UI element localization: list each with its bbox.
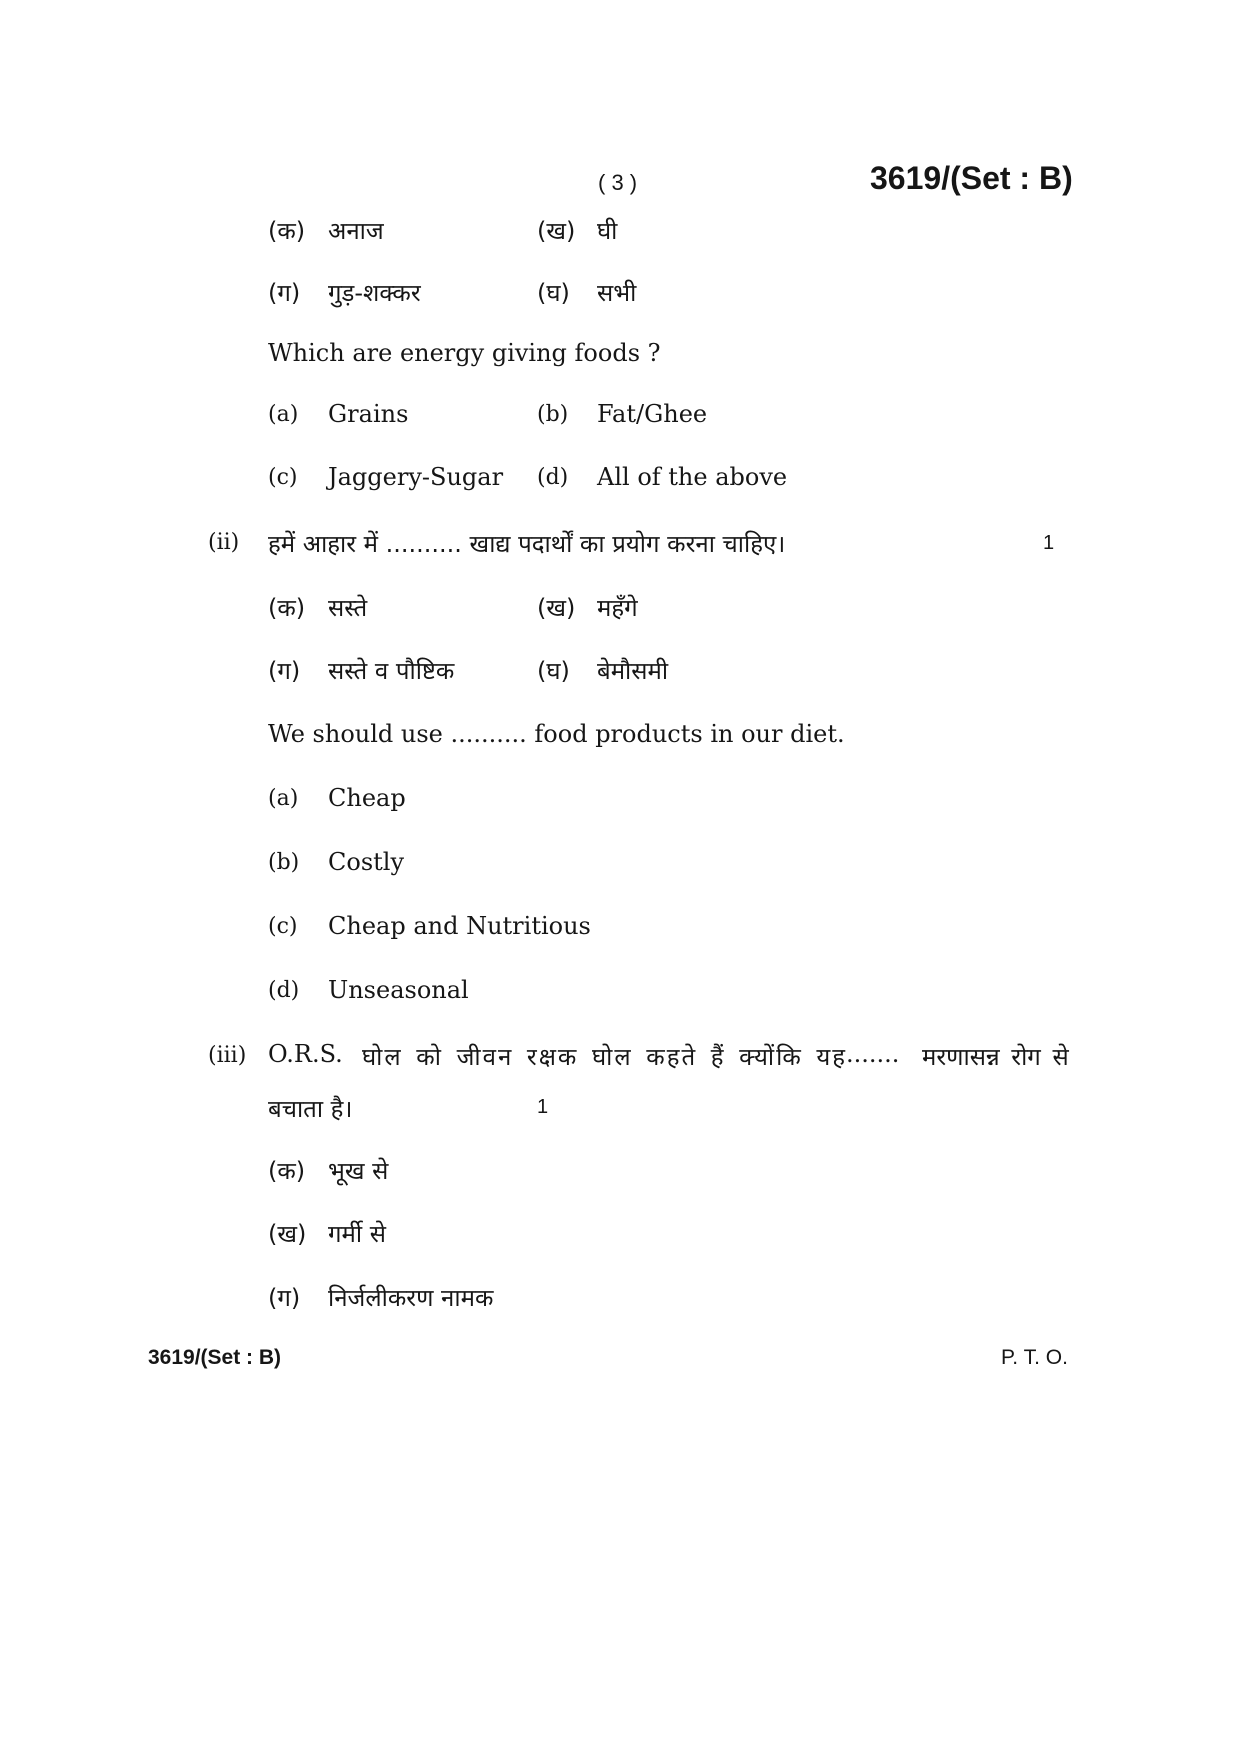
- paper-code-header: 3619/(Set : B): [870, 160, 1073, 196]
- question-hindi-line1: घोल को जीवन रक्षक घोल कहते हैं क्योंकि यह: [362, 1043, 848, 1071]
- question-hindi-line2: बचाता है।: [268, 1095, 353, 1123]
- option-label: (ग): [268, 1284, 301, 1312]
- option-text: गर्मी से: [328, 1220, 386, 1248]
- option-label: (a): [268, 402, 299, 427]
- option-text: गुड़-शक्कर: [328, 279, 421, 307]
- option-label: (a): [268, 786, 299, 811]
- option-text: Jaggery-Sugar: [328, 463, 504, 491]
- option-text: Fat/Ghee: [597, 400, 708, 428]
- question-prefix: O.R.S.: [268, 1040, 343, 1068]
- option-label: (ग): [268, 279, 301, 307]
- option-text: सस्ते: [328, 594, 368, 622]
- option-text: भूख से: [328, 1157, 389, 1185]
- prev-question-english: Which are energy giving foods ?: [268, 339, 661, 367]
- option-text: Cheap and Nutritious: [328, 912, 591, 940]
- question-hindi: हमें आहार में .......... खाद्य पदार्थों का प्रयोग करना चाहिए।: [268, 530, 786, 558]
- option-label: (क): [268, 217, 306, 245]
- option-label: (c): [268, 465, 298, 490]
- question-marks: 1: [1043, 532, 1055, 554]
- option-text: Cheap: [328, 784, 406, 812]
- option-label: (घ): [537, 279, 570, 307]
- option-label: (b): [268, 850, 300, 875]
- option-text: अनाज: [328, 217, 384, 245]
- option-text: निर्जलीकरण नामक: [328, 1284, 494, 1312]
- option-label: (ख): [537, 217, 576, 245]
- option-label: (d): [537, 465, 569, 490]
- option-text: सभी: [597, 279, 637, 307]
- option-text: बेमौसमी: [597, 657, 669, 685]
- option-label: (ग): [268, 657, 301, 685]
- option-label: (d): [268, 978, 300, 1003]
- question-marks: 1: [537, 1096, 549, 1118]
- option-text: Costly: [328, 848, 405, 876]
- option-text: Unseasonal: [328, 976, 469, 1004]
- page-number: ( 3 ): [598, 170, 638, 195]
- paper-code-footer: 3619/(Set : B): [148, 1346, 282, 1369]
- option-label: (c): [268, 914, 298, 939]
- option-label: (क): [268, 594, 306, 622]
- option-label: (घ): [537, 657, 570, 685]
- option-text: Grains: [328, 400, 409, 428]
- question-english: We should use .......... food products in our diet.: [268, 720, 845, 748]
- question-hindi-line1-end: मरणासन्न रोग से: [922, 1043, 1069, 1071]
- option-label: (b): [537, 402, 569, 427]
- option-label: (क): [268, 1157, 306, 1185]
- option-label: (ख): [537, 594, 576, 622]
- question-number: (iii): [208, 1043, 247, 1068]
- option-text: सस्ते व पौष्टिक: [328, 657, 455, 685]
- pto-label: P. T. O.: [1001, 1346, 1068, 1369]
- option-text: महँगे: [597, 594, 638, 622]
- option-label: (ख): [268, 1220, 307, 1248]
- question-number: (ii): [208, 530, 240, 555]
- option-text: All of the above: [597, 463, 788, 491]
- question-dots: .......: [846, 1040, 900, 1068]
- option-text: घी: [597, 217, 618, 245]
